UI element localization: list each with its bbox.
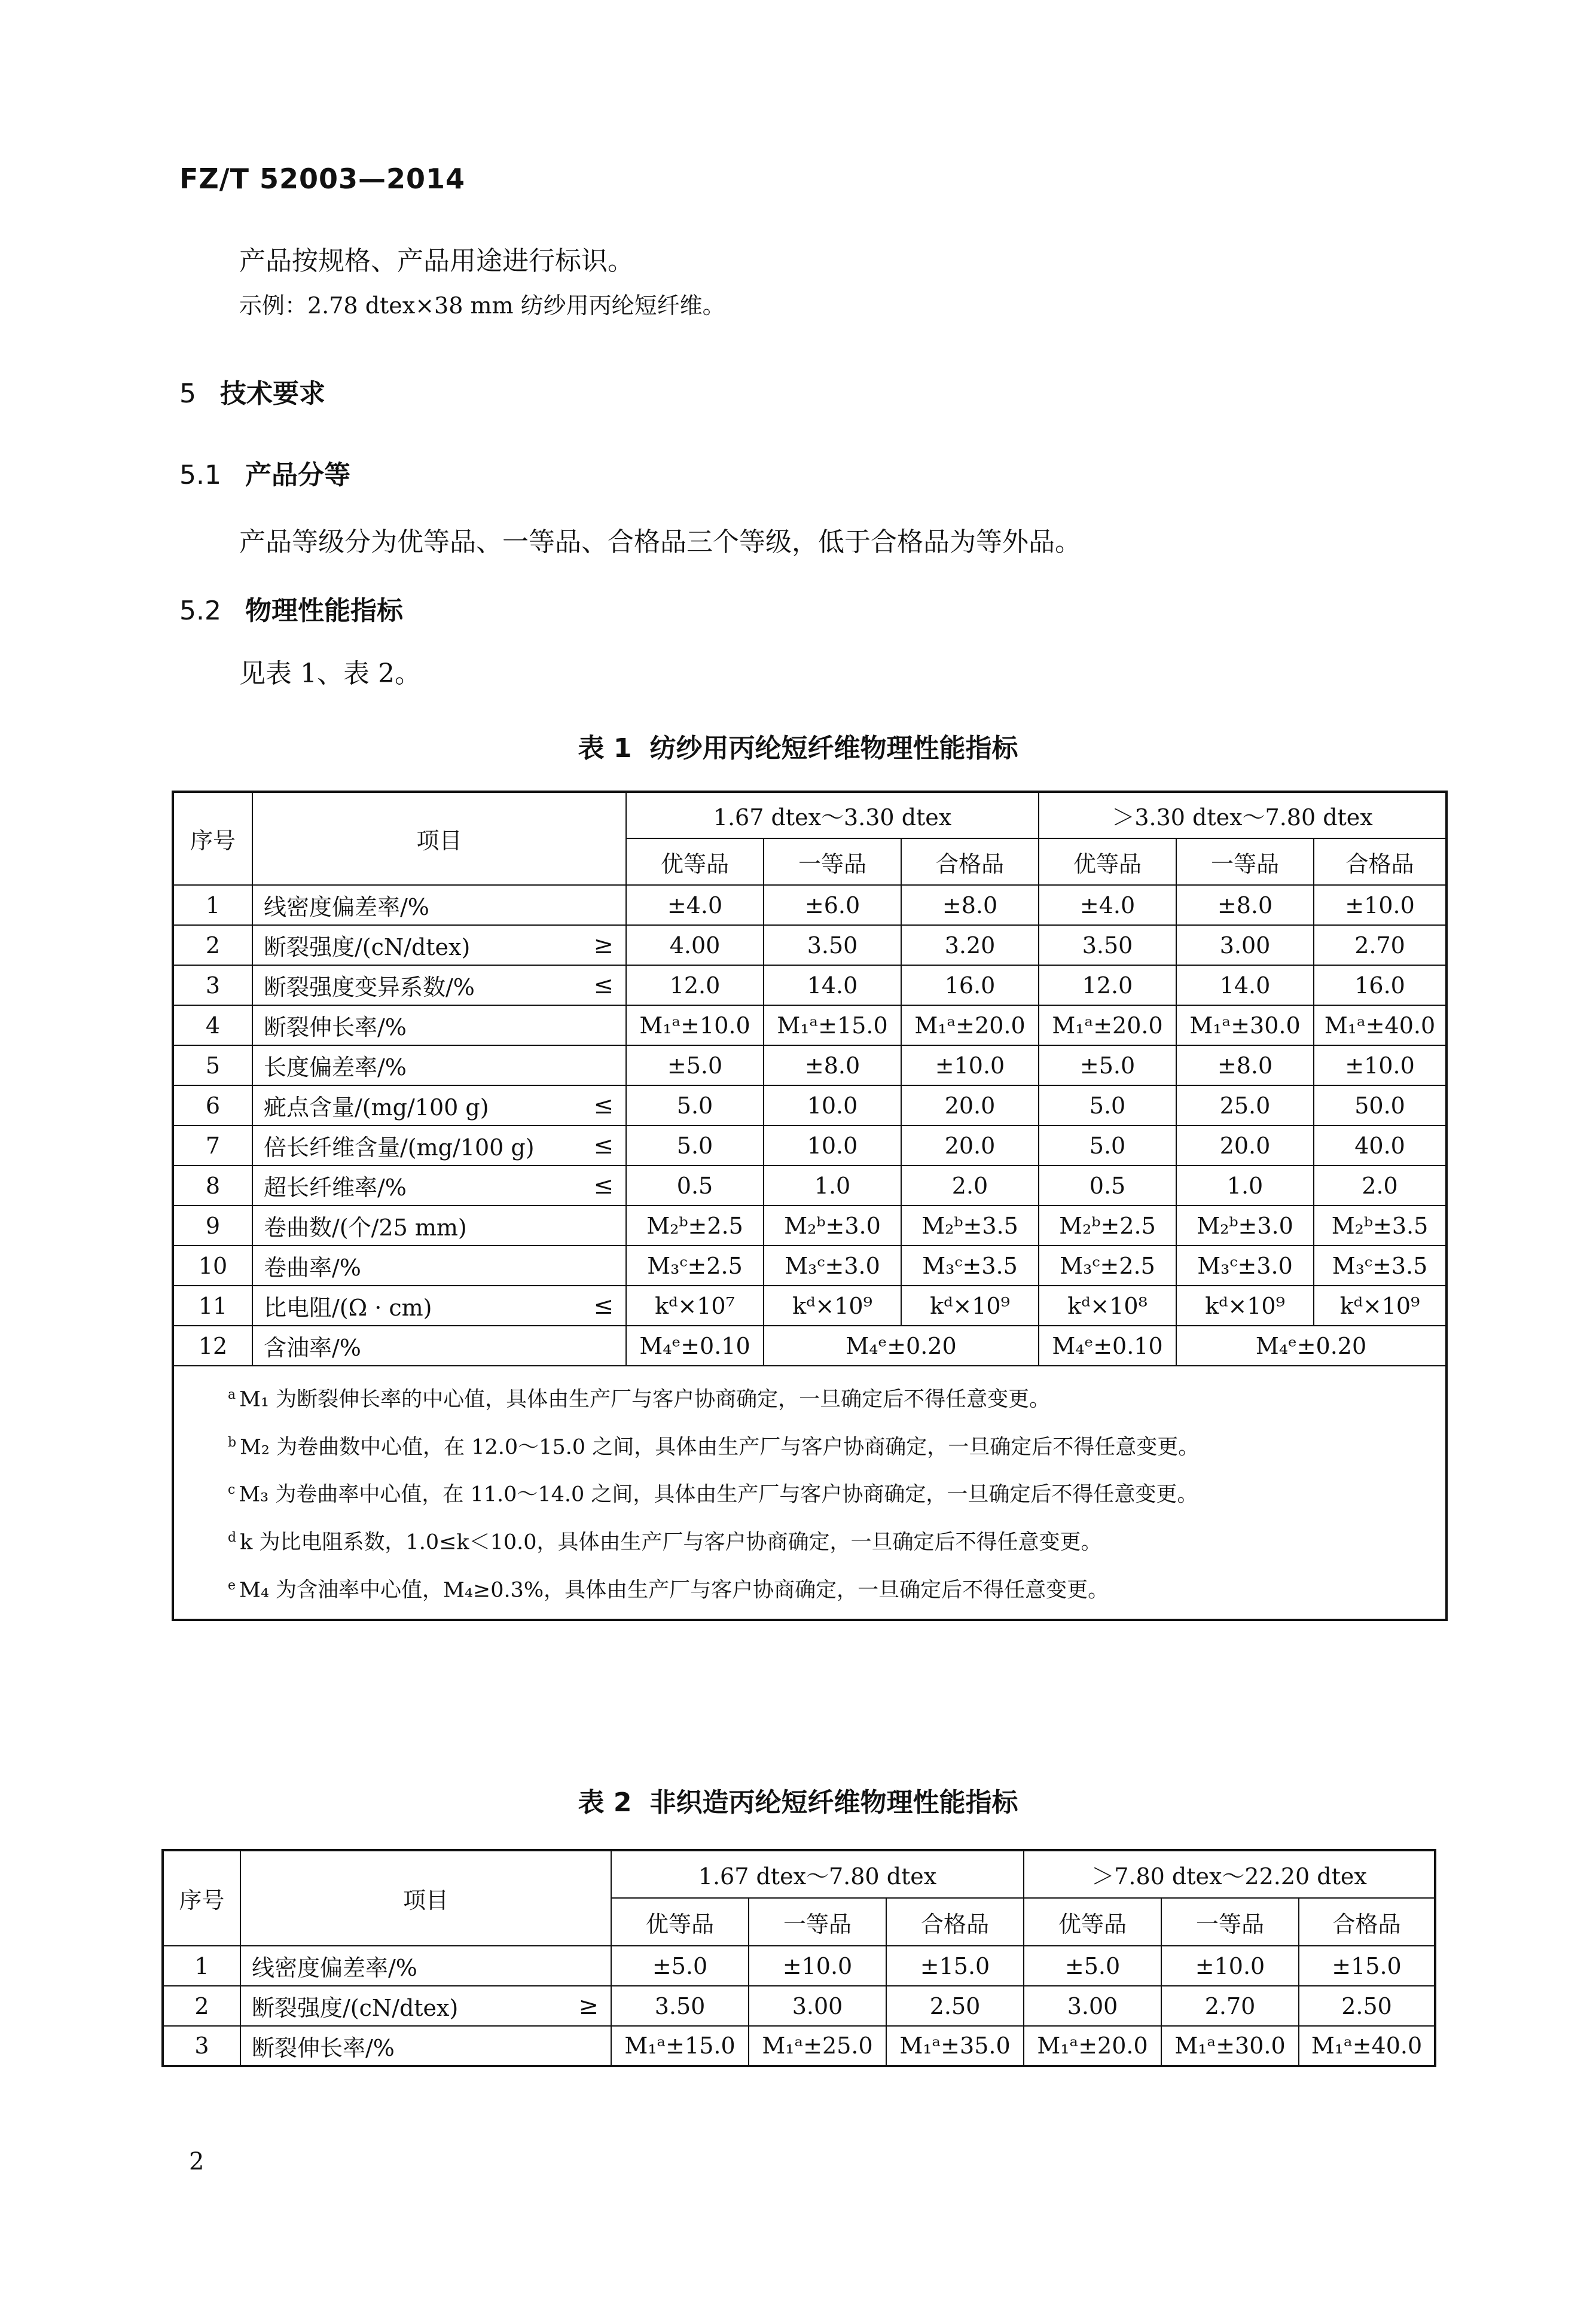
row-value: M₃ᶜ±3.5	[1314, 1246, 1447, 1286]
table-1-grade: 合格品	[901, 838, 1039, 885]
row-item-wrap	[252, 1989, 611, 2022]
row-value: kᵈ×10⁹	[901, 1286, 1039, 1326]
row-value: M₁ᵃ±40.0	[1299, 2026, 1435, 2066]
row-value: ±5.0	[1024, 1946, 1161, 1986]
table-notes	[173, 1366, 1447, 1620]
row-item-label: 疵点含量/(mg/100 g)	[264, 1094, 489, 1121]
row-value: 20.0	[1176, 1125, 1314, 1165]
row-value: ±15.0	[1299, 1946, 1435, 1986]
row-limit-symbol: ≥	[578, 1992, 599, 2020]
row-value: M₁ᵃ±40.0	[1314, 1005, 1447, 1045]
row-value: M₄ᵉ±0.10	[626, 1326, 764, 1366]
row-value: M₃ᶜ±3.5	[901, 1246, 1039, 1286]
row-value: M₃ᶜ±2.5	[626, 1246, 764, 1286]
row-item-wrap	[264, 1169, 625, 1202]
row-number: 6	[173, 1085, 252, 1125]
row-number: 2	[173, 925, 252, 965]
row-number: 3	[163, 2026, 240, 2066]
row-value: ±8.0	[1176, 885, 1314, 925]
row-item-wrap	[264, 969, 625, 1002]
row-item-cell	[252, 965, 626, 1005]
row-item-label: 卷曲率/%	[264, 1255, 361, 1281]
row-item-label: 卷曲数/(个/25 mm)	[264, 1214, 467, 1241]
row-number: 1	[173, 885, 252, 925]
row-value: M₂ᵇ±3.0	[1176, 1206, 1314, 1246]
row-value: M₁ᵃ±10.0	[626, 1005, 764, 1045]
row-value: ±5.0	[626, 1045, 764, 1085]
row-value: 5.0	[1039, 1085, 1176, 1125]
table-2-grade: 合格品	[886, 1898, 1024, 1946]
identification-text: 产品按规格、产品用途进行标识。	[239, 246, 634, 276]
table-2-grade: 优等品	[611, 1898, 749, 1946]
row-number: 12	[173, 1326, 252, 1366]
row-value: 2.50	[1299, 1986, 1435, 2026]
row-value: M₃ᶜ±3.0	[1176, 1246, 1314, 1286]
table-2-caption-title: 非织造丙纶短纤维物理性能指标	[649, 1787, 1018, 1818]
table-row	[173, 1125, 1447, 1165]
row-value: 3.50	[611, 1986, 749, 2026]
row-limit-symbol: ≤	[593, 1091, 614, 1119]
row-value: 2.70	[1314, 925, 1447, 965]
row-value: kᵈ×10⁸	[1039, 1286, 1176, 1326]
row-item-cell	[252, 1246, 626, 1286]
footnote-mark: a	[228, 1387, 236, 1402]
table-row	[163, 1986, 1435, 2026]
row-value: 16.0	[1314, 965, 1447, 1005]
row-value: 5.0	[626, 1125, 764, 1165]
row-number: 4	[173, 1005, 252, 1045]
row-value: 3.50	[1039, 925, 1176, 965]
row-item-label: 超长纤维率/%	[264, 1174, 407, 1201]
section-5-number: 5	[179, 379, 196, 409]
row-value: kᵈ×10⁹	[764, 1286, 901, 1326]
table-row	[163, 2026, 1435, 2066]
row-value: 20.0	[901, 1085, 1039, 1125]
table-row	[173, 1165, 1447, 1206]
row-value: 3.50	[764, 925, 901, 965]
section-5-2-number: 5.2	[179, 596, 221, 626]
row-item-cell	[252, 1005, 626, 1045]
table-row	[173, 965, 1447, 1005]
row-number: 2	[163, 1986, 240, 2026]
table-1-group-2: ＞3.30 dtex～7.80 dtex	[1039, 792, 1447, 838]
table-2	[161, 1849, 1436, 2067]
row-value: ±8.0	[1176, 1045, 1314, 1085]
table-1-header-seq: 序号	[173, 792, 252, 885]
row-value: 3.00	[749, 1986, 886, 2026]
row-value: ±5.0	[611, 1946, 749, 1986]
table-1-header-item: 项目	[252, 792, 626, 885]
row-value: 5.0	[626, 1085, 764, 1125]
section-5-title: 技术要求	[220, 379, 325, 409]
row-item-wrap	[252, 2030, 611, 2062]
table-row	[173, 1206, 1447, 1246]
row-value: 1.0	[1176, 1165, 1314, 1206]
row-limit-symbol: ≤	[593, 1131, 614, 1159]
row-number: 5	[173, 1045, 252, 1085]
row-value: M₁ᵃ±15.0	[764, 1005, 901, 1045]
row-value: M₃ᶜ±3.0	[764, 1246, 901, 1286]
row-item-cell	[252, 1206, 626, 1246]
table-2-grade: 优等品	[1024, 1898, 1161, 1946]
row-value: M₂ᵇ±3.5	[901, 1206, 1039, 1246]
table-2-grade: 一等品	[749, 1898, 886, 1946]
row-value: M₁ᵃ±25.0	[749, 2026, 886, 2066]
row-value: ±8.0	[764, 1045, 901, 1085]
section-5-1-number: 5.1	[179, 460, 221, 490]
table-1-caption-title: 纺纱用丙纶短纤维物理性能指标	[649, 733, 1018, 764]
row-value: M₁ᵃ±30.0	[1161, 2026, 1299, 2066]
table-notes-row	[173, 1366, 1447, 1620]
row-value: M₃ᶜ±2.5	[1039, 1246, 1176, 1286]
row-item-label: 含油率/%	[264, 1335, 361, 1361]
row-value: 1.0	[764, 1165, 901, 1206]
row-item-wrap	[264, 929, 625, 962]
row-item-wrap	[264, 889, 625, 921]
row-item-label: 断裂强度变异系数/%	[264, 974, 475, 1000]
row-value: 12.0	[1039, 965, 1176, 1005]
row-value: M₂ᵇ±3.5	[1314, 1206, 1447, 1246]
section-5-1-title: 产品分等	[245, 460, 350, 490]
row-item-cell	[252, 1286, 626, 1326]
table-2-caption	[0, 1781, 1596, 1819]
row-limit-symbol: ≤	[593, 1171, 614, 1200]
row-value: kᵈ×10⁹	[1314, 1286, 1447, 1326]
row-value: ±10.0	[1161, 1946, 1299, 1986]
row-number: 7	[173, 1125, 252, 1165]
row-value: kᵈ×10⁷	[626, 1286, 764, 1326]
footnote-mark: e	[228, 1577, 236, 1593]
row-value: 0.5	[1039, 1165, 1176, 1206]
row-value: M₁ᵃ±15.0	[611, 2026, 749, 2066]
table-1	[172, 791, 1448, 1621]
row-item-label: 线密度偏差率/%	[252, 1955, 417, 1981]
row-value: ±15.0	[886, 1946, 1024, 1986]
row-item-cell	[240, 2026, 611, 2066]
row-value: 10.0	[764, 1125, 901, 1165]
row-value: ±5.0	[1039, 1045, 1176, 1085]
row-item-label: 断裂强度/(cN/dtex)	[264, 934, 471, 960]
table-1-caption-number: 表 1	[578, 733, 632, 764]
row-value: M₂ᵇ±2.5	[1039, 1206, 1176, 1246]
section-5-1-text: 产品等级分为优等品、一等品、合格品三个等级，低于合格品为等外品。	[239, 527, 1081, 557]
row-value: ±8.0	[901, 885, 1039, 925]
footnote	[228, 1421, 1445, 1469]
table-1-grade: 一等品	[764, 838, 901, 885]
table-row	[173, 1045, 1447, 1085]
identification-example: 示例：2.78 dtex×38 mm 纺纱用丙纶短纤维。	[239, 292, 725, 319]
row-value: 4.00	[626, 925, 764, 965]
row-number: 3	[173, 965, 252, 1005]
footnote	[228, 1564, 1445, 1612]
table-2-caption-number: 表 2	[578, 1787, 632, 1818]
table-1-grade: 合格品	[1314, 838, 1447, 885]
row-item-wrap	[264, 1089, 625, 1122]
row-value: M₁ᵃ±20.0	[1024, 2026, 1161, 2066]
row-item-wrap	[264, 1009, 625, 1042]
table-row	[173, 1246, 1447, 1286]
section-5-2-heading	[179, 589, 403, 627]
row-value: 0.5	[626, 1165, 764, 1206]
row-value: 14.0	[764, 965, 901, 1005]
table-2-grade: 合格品	[1299, 1898, 1435, 1946]
table-row	[173, 1326, 1447, 1366]
footnote	[228, 1516, 1445, 1564]
row-item-label: 断裂伸长率/%	[264, 1014, 407, 1040]
row-value: M₁ᵃ±35.0	[886, 2026, 1024, 2066]
row-value: M₂ᵇ±3.0	[764, 1206, 901, 1246]
row-item-wrap	[264, 1049, 625, 1082]
row-value: M₁ᵃ±20.0	[1039, 1005, 1176, 1045]
row-number: 10	[173, 1246, 252, 1286]
table-2-header-seq: 序号	[163, 1850, 240, 1946]
row-value: 2.0	[901, 1165, 1039, 1206]
row-value: 40.0	[1314, 1125, 1447, 1165]
row-value: 3.00	[1176, 925, 1314, 965]
table-2-group-1: 1.67 dtex～7.80 dtex	[611, 1850, 1024, 1898]
row-item-cell	[252, 1045, 626, 1085]
row-limit-symbol: ≤	[593, 1292, 614, 1320]
row-number: 8	[173, 1165, 252, 1206]
row-value: M₄ᵉ±0.20	[764, 1326, 1039, 1366]
row-value: ±10.0	[749, 1946, 886, 1986]
row-item-cell	[252, 1085, 626, 1125]
row-value: 16.0	[901, 965, 1039, 1005]
table-1-grade: 优等品	[1039, 838, 1176, 885]
footnote-text: k 为比电阻系数，1.0≤k＜10.0，具体由生产厂与客户协商确定，一旦确定后不得任意变更。	[240, 1530, 1102, 1555]
table-2-header-item: 项目	[240, 1850, 611, 1946]
row-item-label: 比电阻/(Ω · cm)	[264, 1295, 432, 1321]
row-value: M₄ᵉ±0.20	[1176, 1326, 1447, 1366]
row-value: ±10.0	[1314, 885, 1447, 925]
section-5-heading	[179, 372, 325, 410]
row-value: 5.0	[1039, 1125, 1176, 1165]
footnote-mark: d	[228, 1530, 237, 1545]
table-1-caption	[0, 727, 1596, 765]
row-value: ±10.0	[901, 1045, 1039, 1085]
row-item-label: 线密度偏差率/%	[264, 894, 429, 920]
row-value: ±4.0	[1039, 885, 1176, 925]
row-item-label: 断裂强度/(cN/dtex)	[252, 1995, 459, 2021]
table-1-group-1: 1.67 dtex～3.30 dtex	[626, 792, 1039, 838]
row-item-label: 断裂伸长率/%	[252, 2034, 395, 2061]
row-value: 10.0	[764, 1085, 901, 1125]
row-item-wrap	[252, 1949, 611, 1982]
row-value: ±4.0	[626, 885, 764, 925]
row-item-cell	[252, 1326, 626, 1366]
row-value: ±6.0	[764, 885, 901, 925]
footnote-text: M₄ 为含油率中心值，M₄≥0.3%，具体由生产厂与客户协商确定，一旦确定后不得任意变更。	[239, 1578, 1109, 1603]
row-limit-symbol: ≥	[593, 931, 614, 959]
row-value: 2.70	[1161, 1986, 1299, 2026]
row-value: 25.0	[1176, 1085, 1314, 1125]
row-item-wrap	[264, 1209, 625, 1242]
row-limit-symbol: ≤	[593, 971, 614, 999]
section-5-2-text: 见表 1、表 2。	[239, 658, 421, 689]
row-value: 3.20	[901, 925, 1039, 965]
footnote	[228, 1469, 1445, 1516]
footnote-mark: b	[228, 1435, 237, 1450]
table-row	[173, 1286, 1447, 1326]
section-5-1-heading	[179, 453, 350, 492]
footnote	[228, 1374, 1445, 1421]
row-item-label: 倍长纤维含量/(mg/100 g)	[264, 1134, 535, 1161]
table-row	[173, 925, 1447, 965]
footnote-text: M₂ 为卷曲数中心值，在 12.0～15.0 之间，具体由生产厂与客户协商确定，一旦确定后不得任意变更。	[240, 1435, 1200, 1460]
table-row	[173, 1085, 1447, 1125]
row-value: 50.0	[1314, 1085, 1447, 1125]
row-item-cell	[252, 925, 626, 965]
row-value: kᵈ×10⁹	[1176, 1286, 1314, 1326]
row-item-wrap	[264, 1289, 625, 1322]
table-1-grade: 优等品	[626, 838, 764, 885]
row-item-cell	[240, 1986, 611, 2026]
row-value: M₄ᵉ±0.10	[1039, 1326, 1176, 1366]
row-value: ±10.0	[1314, 1045, 1447, 1085]
row-value: 2.0	[1314, 1165, 1447, 1206]
table-2-grade: 一等品	[1161, 1898, 1299, 1946]
row-number: 1	[163, 1946, 240, 1986]
standard-code: FZ/T 52003—2014	[179, 163, 466, 195]
row-item-label: 长度偏差率/%	[264, 1054, 407, 1081]
row-item-wrap	[264, 1249, 625, 1282]
row-value: 14.0	[1176, 965, 1314, 1005]
row-number: 11	[173, 1286, 252, 1326]
table-row	[173, 885, 1447, 925]
footnote-text: M₃ 为卷曲率中心值，在 11.0～14.0 之间，具体由生产厂与客户协商确定，一旦确定后不得任意变更。	[239, 1482, 1198, 1507]
row-item-cell	[252, 1125, 626, 1165]
table-row	[173, 1005, 1447, 1045]
table-row	[163, 1946, 1435, 1986]
row-value: 2.50	[886, 1986, 1024, 2026]
row-item-wrap	[264, 1129, 625, 1162]
row-item-cell	[252, 1165, 626, 1206]
row-item-cell	[252, 885, 626, 925]
row-value: 20.0	[901, 1125, 1039, 1165]
row-value: 3.00	[1024, 1986, 1161, 2026]
section-5-2-title: 物理性能指标	[245, 596, 403, 626]
row-item-cell	[240, 1946, 611, 1986]
table-1-grade: 一等品	[1176, 838, 1314, 885]
row-value: M₁ᵃ±30.0	[1176, 1005, 1314, 1045]
row-number: 9	[173, 1206, 252, 1246]
footnote-text: M₁ 为断裂伸长率的中心值，具体由生产厂与客户协商确定，一旦确定后不得任意变更。	[239, 1387, 1051, 1412]
row-value: 12.0	[626, 965, 764, 1005]
page-number: 2	[189, 2148, 205, 2175]
table-2-group-2: ＞7.80 dtex～22.20 dtex	[1024, 1850, 1435, 1898]
row-value: M₁ᵃ±20.0	[901, 1005, 1039, 1045]
row-value: M₂ᵇ±2.5	[626, 1206, 764, 1246]
footnote-mark: c	[228, 1482, 236, 1498]
